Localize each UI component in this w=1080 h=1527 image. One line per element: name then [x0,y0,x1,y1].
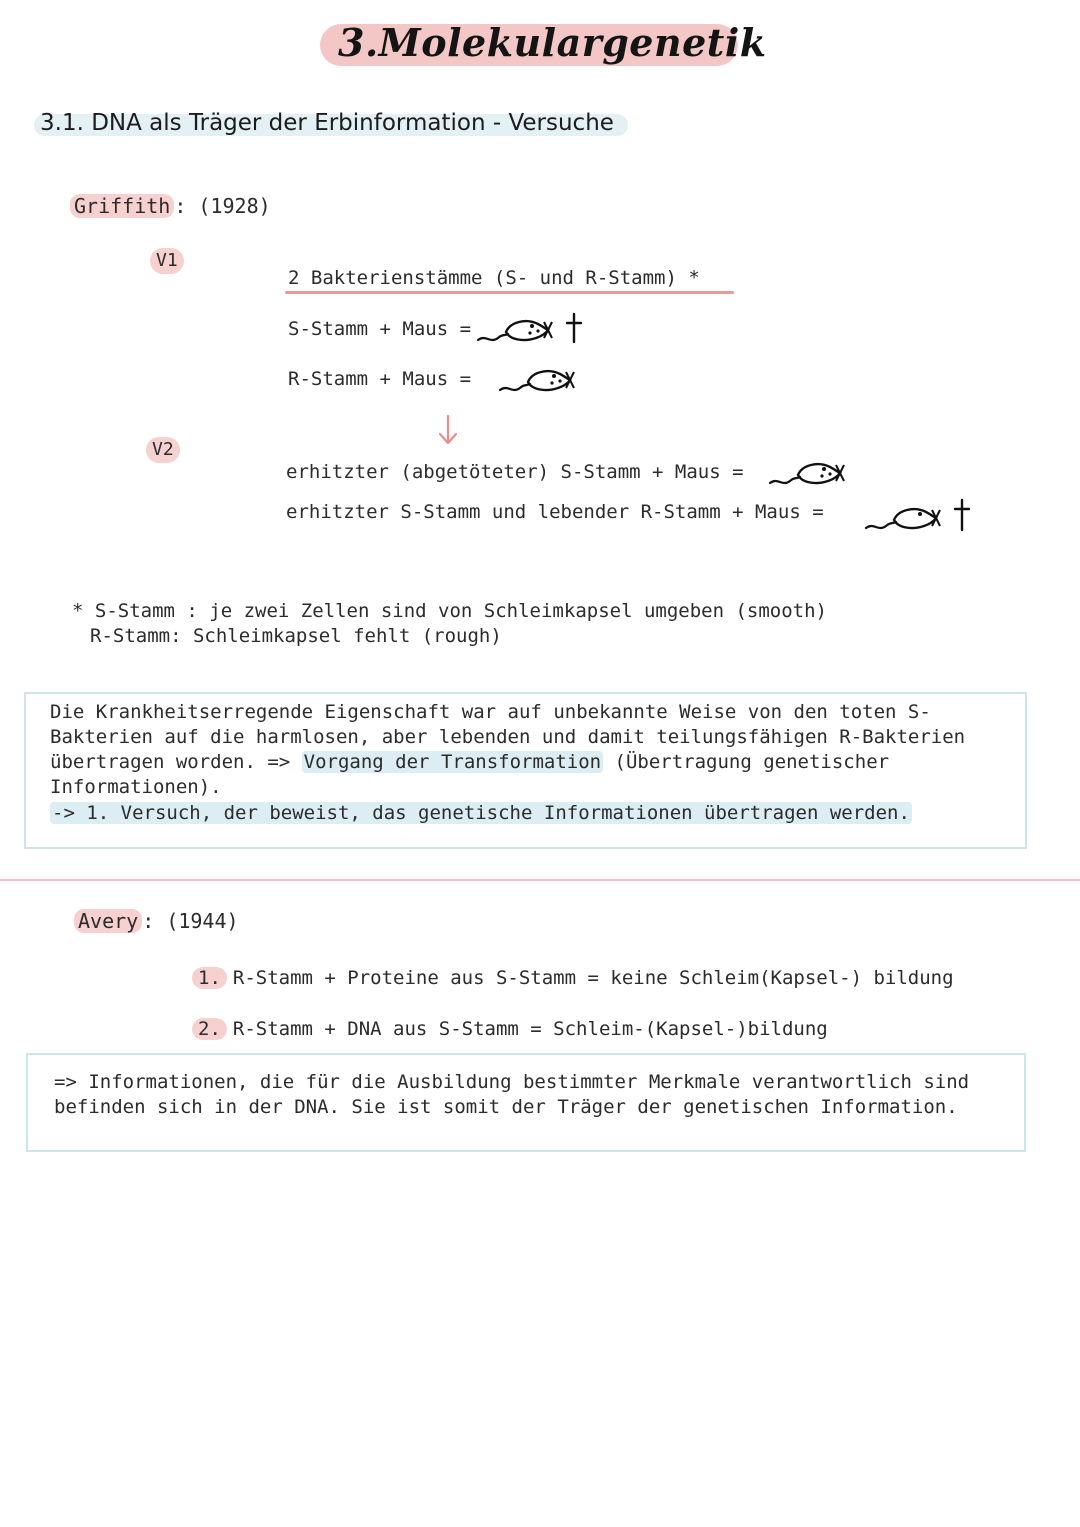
v1-badge: V1 [150,248,184,274]
transformation-highlight: Vorgang der Transformation [303,751,602,773]
section-heading: 3.1. DNA als Träger der Erbinformation - Versuche [40,110,614,136]
avery-year: (1944) [166,909,239,933]
dead-cross-icon [952,498,972,532]
avery-header [74,909,239,933]
avery-item-1 [192,967,954,989]
griffith-header [70,194,271,218]
avery-item-2 [192,1018,828,1040]
intro-underline [285,291,734,294]
v1-line-r-stamm: R-Stamm + Maus = [288,368,472,390]
mouse-icon [768,455,852,489]
arrow-down-icon [436,414,460,446]
griffith-intro: 2 Bakterienstämme (S- und R-Stamm) * [288,267,700,289]
conclusion-highlight: -> 1. Versuch, der beweist, das genetische Informationen übertragen werden. [52,802,910,824]
griffith-box-line-2: Bakterien auf die harmlosen, aber lebenden und damit teilungsfähigen R-Bakterien [50,726,966,748]
griffith-box-line-3a: übertragen worden. => [50,751,302,773]
v2-badge: V2 [146,437,180,463]
griffith-colon: : [174,194,199,218]
mouse-icon [476,312,560,346]
griffith-box-line-5 [50,801,912,827]
griffith-year: (1928) [198,194,271,218]
v2-line-heated: erhitzter (abgetöteter) S-Stamm + Maus = [286,461,744,483]
griffith-box-line-3 [50,750,889,776]
v2-line-heated-plus-living: erhitzter S-Stamm und lebender R-Stamm + Maus = [286,501,824,523]
avery-item-1-text: R-Stamm + Proteine aus S-Stamm = keine Schleim(Kapsel-) bildung [232,967,954,989]
griffith-box-line-4: Informationen). [50,776,222,798]
v1-line-s-stamm: S-Stamm + Maus = [288,318,472,340]
avery-colon: : [142,909,167,933]
avery-item-2-number: 2. [192,1018,227,1040]
avery-box-line-1: => Informationen, die für die Ausbildung bestimmter Merkmale verantwortlich sind [54,1071,970,1093]
mouse-icon [864,500,948,534]
footnote-s-stamm: * S-Stamm : je zwei Zellen sind von Schleimkapsel umgeben (smooth) [72,600,827,622]
page-title: 3.Molekulargenetik [338,20,767,65]
mouse-icon [498,362,582,396]
griffith-box-line-3b: (Übertragung genetischer [603,751,890,773]
griffith-box-line-1: Die Krankheitserregende Eigenschaft war auf unbekannte Weise von den toten S- [50,701,931,723]
avery-name: Avery [74,909,142,933]
avery-item-1-number: 1. [192,967,227,989]
griffith-name: Griffith [70,194,174,218]
footnote-r-stamm: R-Stamm: Schleimkapsel fehlt (rough) [90,625,502,647]
avery-box-line-2: befinden sich in der DNA. Sie ist somit der Träger der genetischen Information. [54,1096,958,1118]
section-divider [0,879,1080,881]
avery-item-2-text: R-Stamm + DNA aus S-Stamm = Schleim-(Kapsel-)bildung [232,1018,828,1040]
dead-cross-icon [564,312,584,344]
